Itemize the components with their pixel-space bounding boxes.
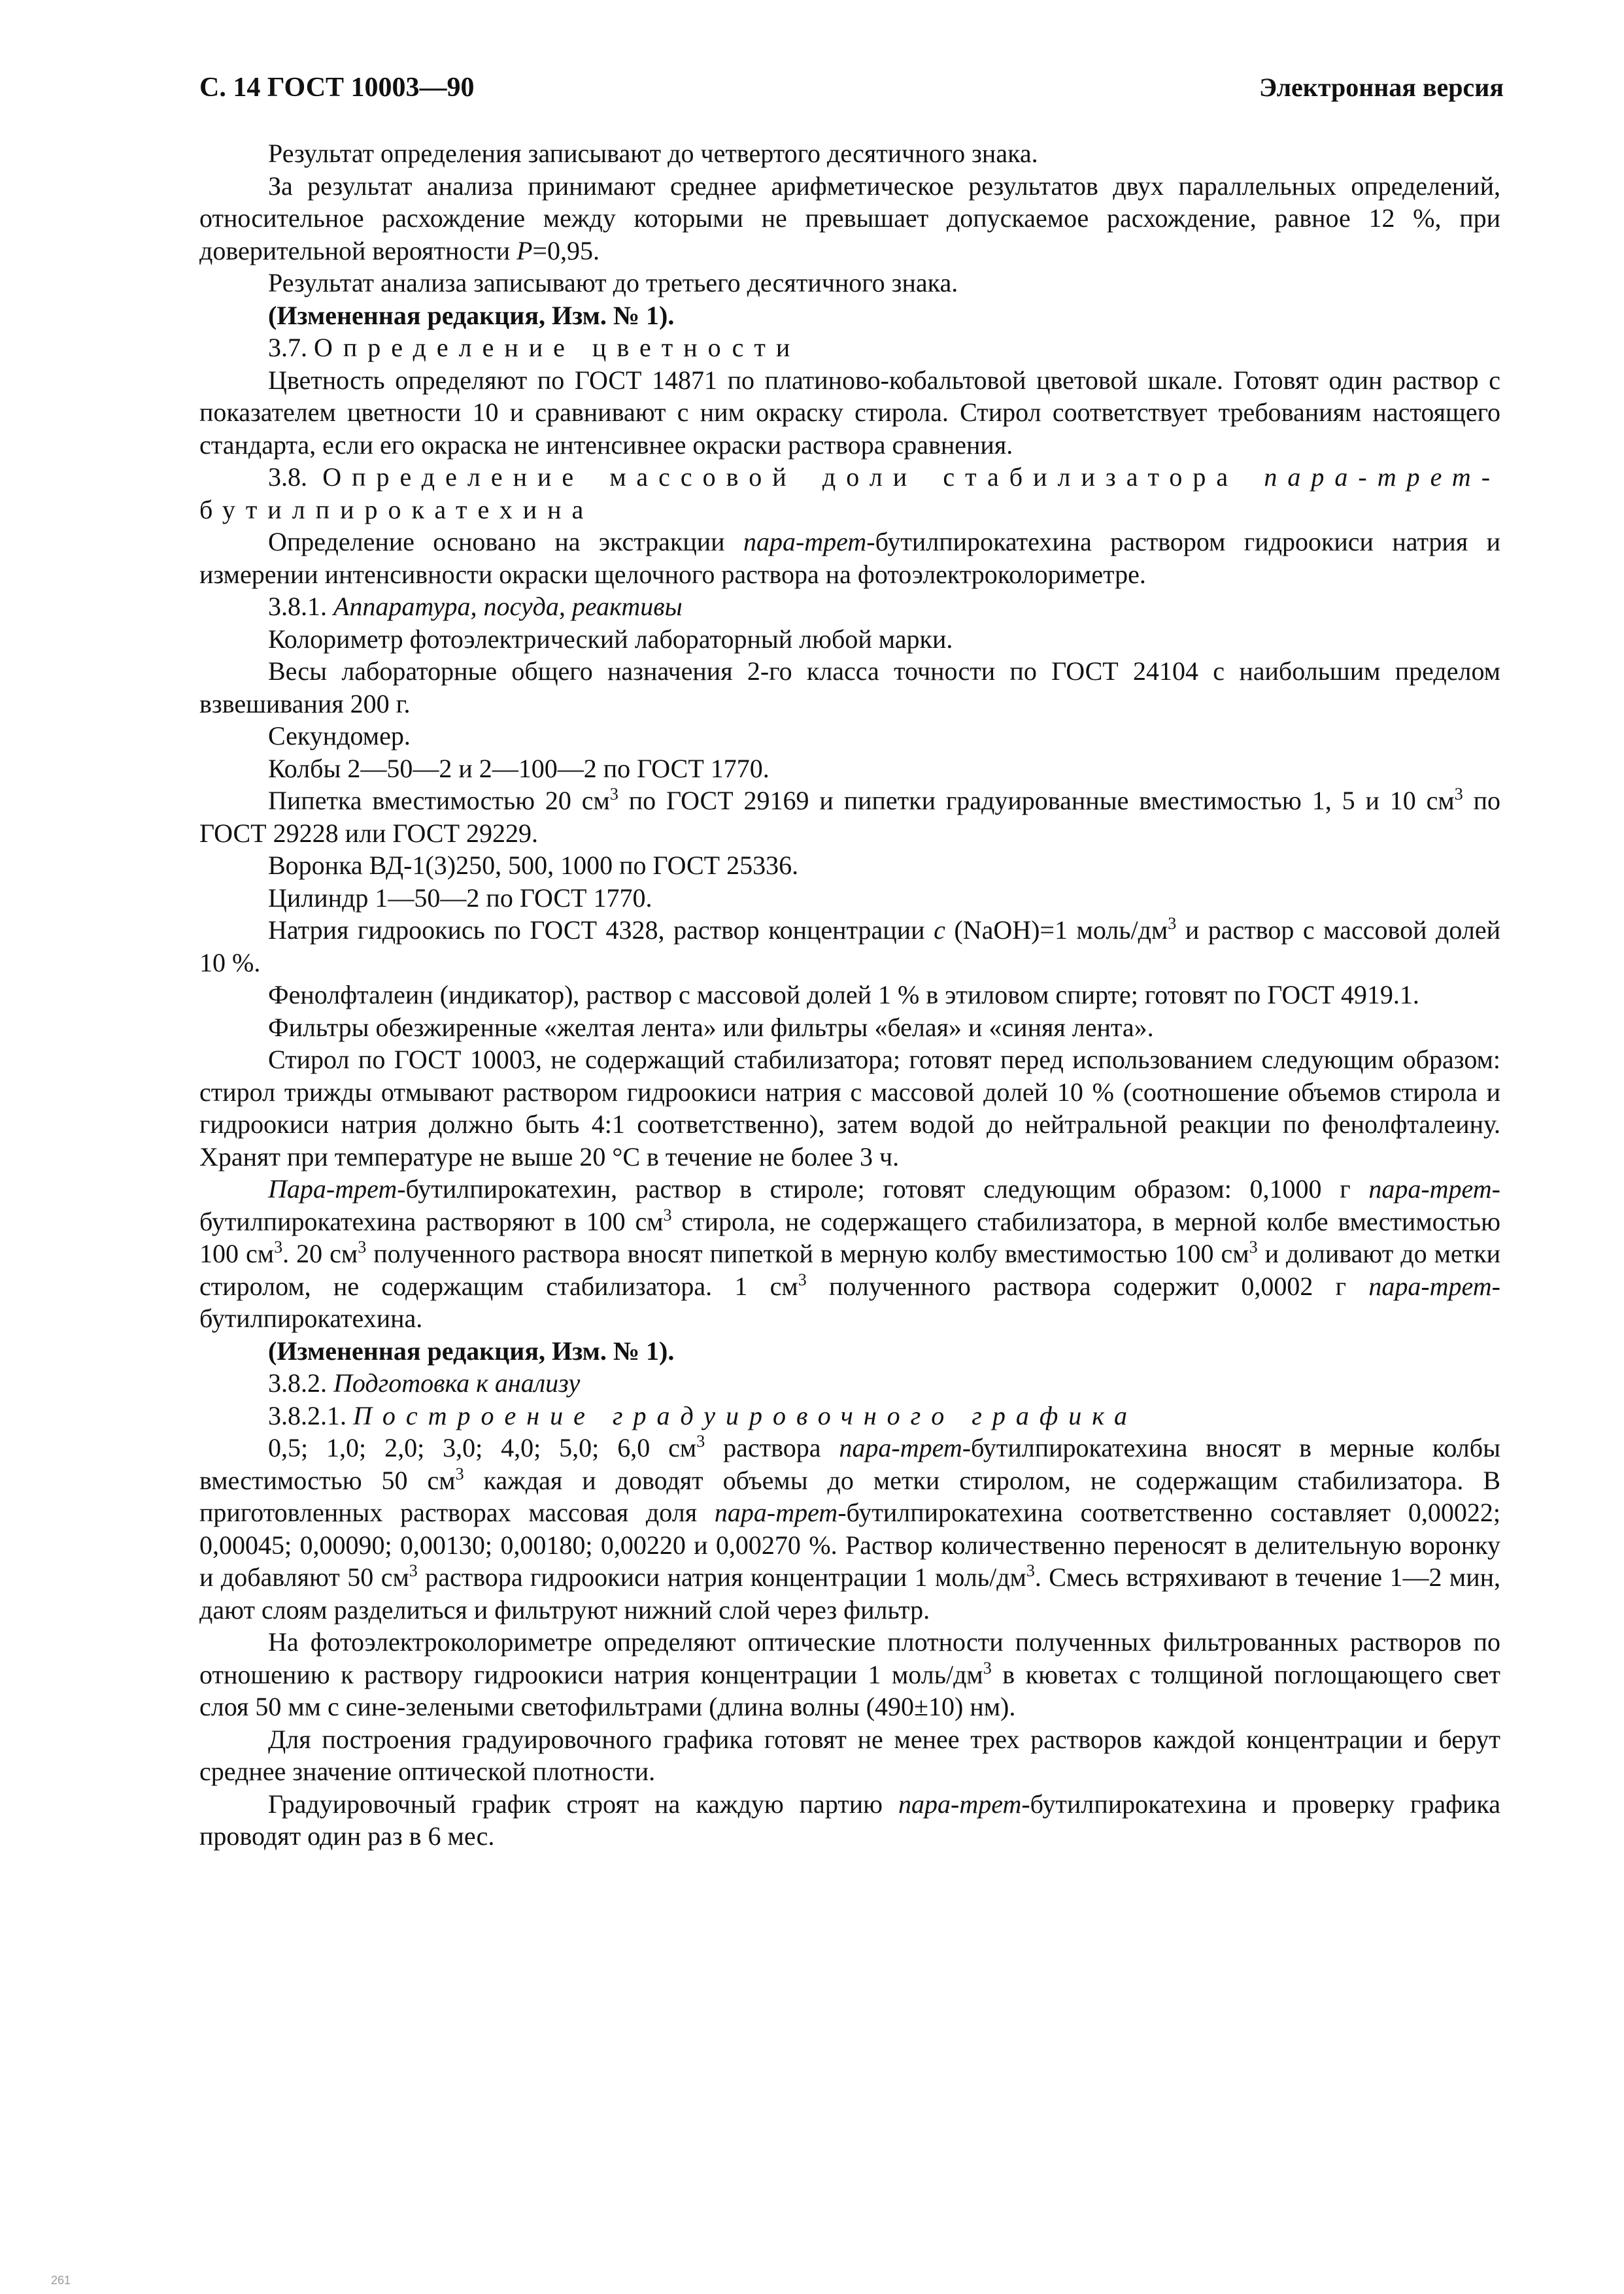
paragraph: За результат анализа принимают среднее арифметическое результатов двух параллельных определений, относительное расхождение между которыми не превышает допускаемое расхождение, равное 12 %, при доверительной вероятности Р=0,95. bbox=[199, 171, 1500, 265]
paragraph: Для построения градуировочного графика готовят не менее трех растворов каждой концентрации и берут среднее значение оптической плотности. bbox=[199, 1724, 1500, 1786]
section-heading-3-7: 3.7. Определение цветности bbox=[268, 333, 801, 362]
paragraph: Результат определения записывают до четвертого десятичного знака. bbox=[268, 139, 1038, 168]
section-heading-3-8-1: 3.8.1. Аппаратура, посуда, реактивы bbox=[268, 592, 683, 621]
paragraph: Пипетка вместимостью 20 $см^3$ по ГОСТ 29169 и пипетки градуированные вместимостью 1, 5 и 10 $см^3$ по ГОСТ 29228 или ГОСТ 29229. bbox=[199, 784, 1501, 848]
paragraph: Колориметр фотоэлектрический лабораторный любой марки. bbox=[268, 624, 953, 654]
revision-note: (Измененная редакция, Изм. № 1). bbox=[268, 1336, 675, 1366]
page-header bbox=[199, 72, 1504, 111]
section-heading-3-8: 3.8. Определение массовой доли стабилизатора пара-трет-бутилпирокатехина bbox=[199, 462, 1501, 524]
paragraph: Весы лабораторные общего назначения 2-го класса точности по ГОСТ 24104 с наибольшим пределом взвешивания 200 г. bbox=[199, 656, 1500, 718]
section-heading-3-8-2-1: 3.8.2.1. Построение градуировочного графика bbox=[268, 1400, 1138, 1430]
paragraph: На фотоэлектроколориметре определяют оптические плотности полученных фильтрованных растворов по отношению к раствору гидроокиси натрия концентрации 1 моль/$дм^3$ в кюветах с толщиной поглощающего свет слоя 50 мм с сине-зелеными светофильтрами (длина волны (490±10) нм). bbox=[199, 1627, 1501, 1721]
paragraph: Фильтры обезжиренные «желтая лента» или фильтры «белая» и «синяя лента». bbox=[268, 1012, 1154, 1042]
paragraph: Секундомер. bbox=[268, 721, 411, 751]
revision-note: (Измененная редакция, Изм. № 1). bbox=[268, 300, 675, 330]
paragraph: Цилиндр 1—50—2 по ГОСТ 1770. bbox=[268, 883, 652, 913]
section-heading-3-8-2: 3.8.2. Подготовка к анализу bbox=[268, 1368, 581, 1398]
paragraph: Пара-трет-бутилпирокатехин, раствор в стироле; готовят следующим образом: 0,1000 г пара-трет-бутилпирокатехина растворяют в 100 $см^3$ стирола, не содержащего стабилизатора, в мерной колбе вместимостью 100 $см^3$. 20 $см^3$ полученного раствора вносят пипеткой в мерную колбу вместимостью 100 $см^3$ и доливают до метки стиролом, не содержащим стабилизатора. 1 $см^3$ полученного раствора содержит 0,0002 г пара-трет-бутилпирокатехина. bbox=[199, 1174, 1500, 1333]
version-label: Электронная версия bbox=[1259, 73, 1504, 102]
paragraph: Стирол по ГОСТ 10003, не содержащий стабилизатора; готовят перед использованием следующим образом: стирол трижды отмывают раствором гидроокиси натрия с массовой долей 10 % (соотношение объемов стирола и гидроокиси натрия должно быть 4:1 соответственно), затем водой до нейтральной реакции по фенолфталеину. Хранят при температуре не выше 20 °С в течение не более 3 ч. bbox=[199, 1045, 1500, 1172]
paragraph: Фенолфталеин (индикатор), раствор с массовой долей 1 % в этиловом спирте; готовят по ГОСТ 4919.1. bbox=[268, 980, 1419, 1009]
paragraph: Определение основано на экстракции пара-трет-бутилпирокатехина раствором гидроокиси натрия и измерении интенсивности окраски щелочного раствора на фотоэлектроколориметре. bbox=[199, 527, 1500, 589]
sheet-mark: 261 bbox=[51, 2274, 71, 2287]
paragraph: Цветность определяют по ГОСТ 14871 по платиново-кобальтовой цветовой шкале. Готовят один раствор с показателем цветности 10 и сравнивают с ним окраску стирола. Стирол соответствует требованиям настоящего стандарта, если его окраска не интенсивнее окраски раствора сравнения. bbox=[199, 365, 1500, 460]
paragraph: Результат анализа записывают до третьего десятичного знака. bbox=[268, 268, 958, 297]
paragraph: Градуировочный график строят на каждую партию пара-трет-бутилпирокатехина и проверку графика проводят один раз в 6 мес. bbox=[199, 1789, 1500, 1851]
paragraph: 0,5; 1,0; 2,0; 3,0; 4,0; 5,0; 6,0 $см^3$ раствора пара-трет-бутилпирокатехина вносят в мерные колбы вместимостью 50 $см^3$ каждая и доводят объемы до метки стиролом, не содержащим стабилизатора. В приготовленных растворах массовая доля пара-трет-бутилпирокатехина соответственно составляет 0,00022; 0,00045; 0,00090; 0,00130; 0,00180; 0,00220 и 0,00270 %. Раствор количественно переносят в делительную воронку и добавляют 50 $см^3$ раствора гидроокиси натрия концентрации 1 моль/$дм^3$. Смесь встряхивают в течение 1—2 мин, дают слоям разделиться и фильтруют нижний слой через фильтр. bbox=[199, 1432, 1501, 1625]
paragraph: Воронка ВД-1(3)250, 500, 1000 по ГОСТ 25336. bbox=[268, 851, 799, 880]
paragraph: Колбы 2—50—2 и 2—100—2 по ГОСТ 1770. bbox=[268, 753, 770, 783]
document-body bbox=[199, 137, 1500, 1853]
page-reference: С. 14 ГОСТ 10003—90 bbox=[199, 73, 475, 103]
paragraph: Натрия гидроокись по ГОСТ 4328, раствор концентрации с (NaOH)=1 моль/$дм^3$ и раствор с массовой долей 10 %. bbox=[199, 914, 1500, 977]
